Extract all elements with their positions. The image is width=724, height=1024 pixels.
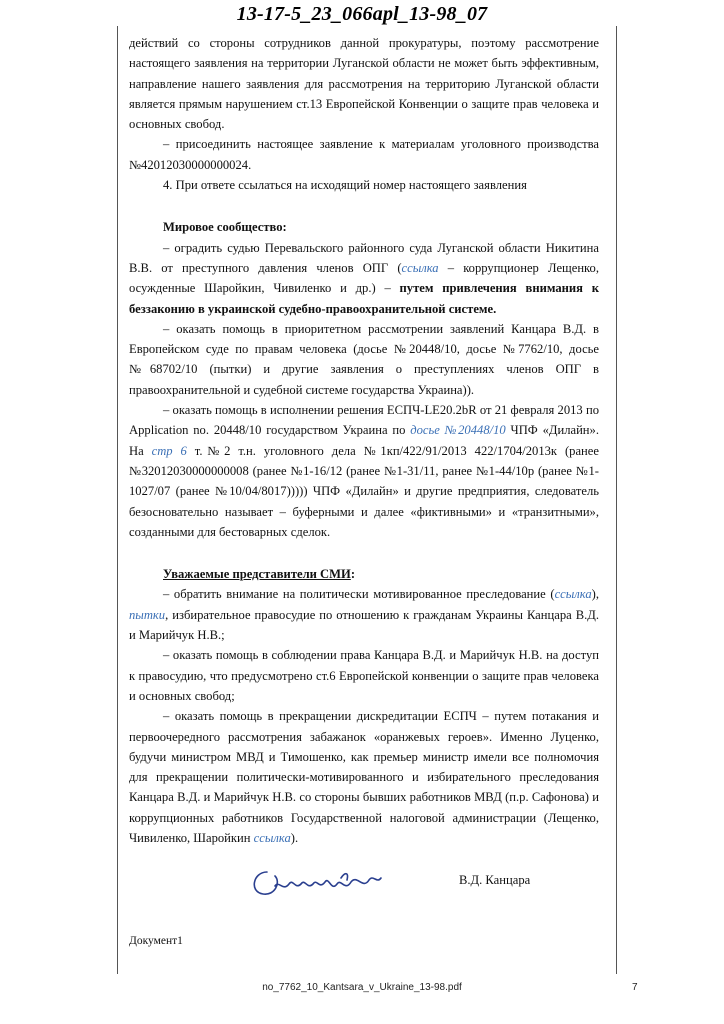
- link-ssylka-media[interactable]: ссылка: [554, 587, 592, 602]
- paragraph-prosecutor: действий со стороны сотрудников данной прокуратуры, поэтому рассмотрение настоящего заявления на территории Луганской области не может быть эффективным, направление нашего заявления для рассмотрения на территорию Луганской области является прямым нарушением ст.13 Европейской Конвенции о защите прав человека и основных свобод.: [129, 36, 599, 132]
- media-item-1: – обратить внимание на политически мотивированное преследование (ссылка), пытки, избирательное правосудие по отношению к гражданам Украины Канцара В.Д. и Марийчук Н.В.;: [129, 587, 599, 643]
- page-number: 7: [632, 982, 638, 993]
- world-heading: Мировое сообщество:: [163, 220, 287, 235]
- world-item-2: – оказать помощь в приоритетном рассмотрении заявлений Канцара В.Д. в Европейском суде по правам человека (досье №20448/10, досье №7762/10, досье №68702/10 (пытки) и другие заявления о преступлениях членов ОПГ в правоохранительной и судебной системе государства Украина)).: [129, 321, 599, 397]
- world-item-1: – оградить судью Перевальского районного суда Луганской области Никитина В.В. от преступного давления членов ОПГ (ссылка – коррупционер Лещенко, осужденные Шаройкин, Чивиленко и др.) – путем привлечения внимания к беззаконию в украинской судебно-правоохранительной системе.: [129, 240, 599, 316]
- signature-name: В.Д. Канцара: [459, 873, 531, 888]
- signature-row: [129, 862, 599, 912]
- handwritten-signature: [245, 862, 385, 902]
- link-dossier[interactable]: досье №20448/10: [410, 423, 506, 438]
- document-body: [129, 33, 599, 912]
- media-heading: Уважаемые представители СМИ:: [163, 567, 356, 582]
- link-page-6[interactable]: стр 6: [151, 443, 187, 458]
- media-item-2: – оказать помощь в соблюдении права Канцара В.Д. и Марийчук Н.В. на доступ к правосудию, что предусмотрено ст.6 Европейской конвенции о защите прав человека и основных свобод;: [129, 648, 599, 703]
- link-ssylka-tax[interactable]: ссылка: [253, 830, 291, 845]
- document-label: Документ1: [129, 935, 183, 947]
- link-pytki[interactable]: пытки: [129, 607, 166, 622]
- world-item-3: – оказать помощь в исполнении решения ЕСПЧ-LE20.2bR от 21 февраля 2013 по Application no. 20448/10 государством Украина по досье №20448/10 ЧПФ «Дилайн». На стр 6 т.№2 т.н. уголовного дела №1кп/422/91/2013 422/1704/2013к (ранее №32012030000000008 (ранее №1-16/12 (ранее №1-31/11, ранее №1-44/10р (ранее №1-1027/07 (ранее №10/04/8017))))) ЧПФ «Дилайн» и другие предприятия, следователь безосновательно называет – буферными и далее «фиктивными» и «транзитными», созданными для бестоварных сделок.: [129, 403, 599, 539]
- media-item-3: – оказать помощь в прекращении дискредитации ЕСПЧ – путем потакания и первоочередного рассмотрения забажанок «оранжевых героев». Именно Луценко, будучи министром МВД и Тимошенко, как премьер министр имели все полномочия для прекращении политически-мотивированного и избирательного преследования Канцара В.Д. и Марийчук Н.В. со стороны бывших работников МВД (п.р. Сафонова) и коррупционных работников Государственной налоговой администрации (Лещенко, Чивиленко, Шаройкин ссылка).: [129, 709, 599, 845]
- document-stamp-header: 13-17-5_23_066apl_13-98_07: [236, 3, 488, 25]
- paragraph-attach: – присоединить настоящее заявление к материалам уголовного производства №42012030000000024.: [129, 137, 599, 172]
- paragraph-reply-note: 4. При ответе ссылаться на исходящий номер настоящего заявления: [163, 178, 527, 193]
- footer-filename: no_7762_10_Kantsara_v_Ukraine_13-98.pdf: [262, 982, 462, 993]
- link-ssylka[interactable]: ссылка: [401, 260, 439, 275]
